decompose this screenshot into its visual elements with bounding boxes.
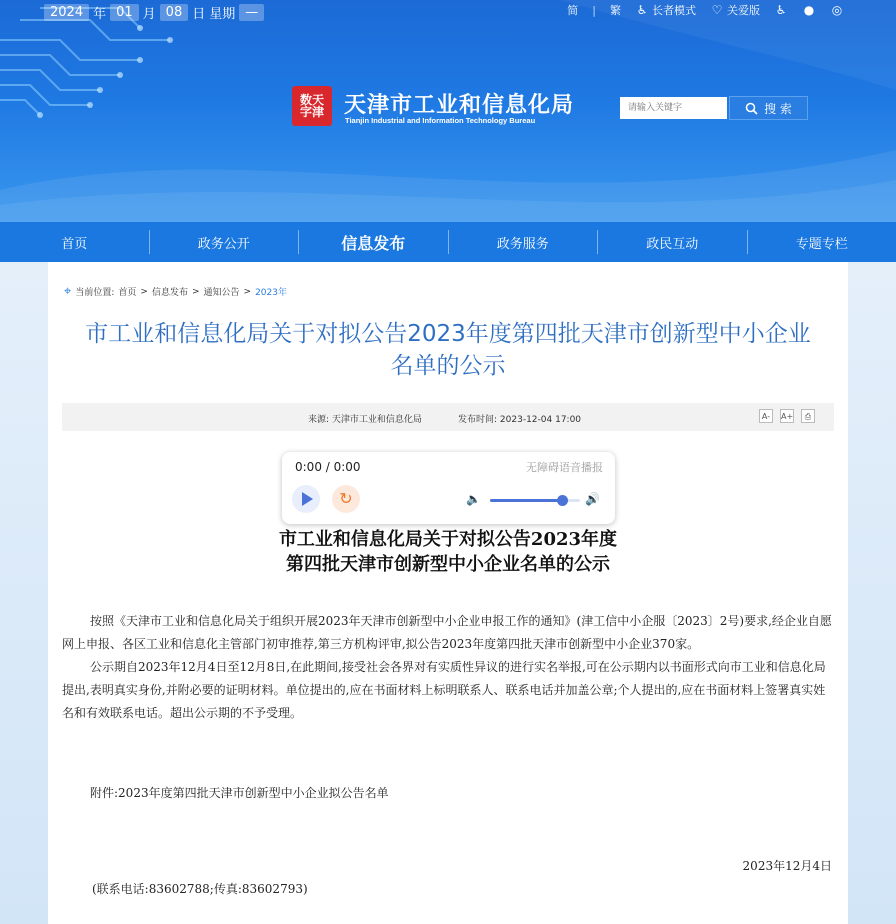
contact-info: (联系电话:83602788;传真:83602793) xyxy=(92,882,308,896)
play-icon[interactable] xyxy=(292,485,320,513)
weibo-link[interactable] xyxy=(830,3,844,17)
breadcrumb-home[interactable]: 首页 xyxy=(118,288,137,298)
document-body xyxy=(62,610,836,725)
volume-low-icon[interactable]: 🔈 xyxy=(466,492,481,506)
care-icon: ♡ xyxy=(711,3,723,17)
nav-item-government-affairs[interactable]: 政务公开 xyxy=(197,236,250,252)
top-utility-nav xyxy=(567,0,844,20)
breadcrumb-separator: > xyxy=(140,286,148,297)
body-paragraph: 公示期自2023年12月4日至12月8日,在此期间,接受社会各界对有实质性异议的进行实名举报,可在公示期内以书面形式向市工业和信息化局提出,表明真实身份,并附必要的证明材料。单位提出的,应在书面材料上标明联系人、联系电话并加盖公章;个人提出的,应在书面材料上签署真实姓名和有效联系电话。超出公示期的不予受理。 xyxy=(62,660,826,720)
simplified-chinese-link[interactable]: 简 xyxy=(567,4,579,17)
wechat-link[interactable] xyxy=(802,3,816,17)
volume-slider[interactable] xyxy=(490,499,580,502)
elder-mode-link[interactable] xyxy=(635,2,696,18)
document-title-line1: 市工业和信息化局关于对拟公告2023年度 xyxy=(278,529,618,550)
date-day: 08 xyxy=(160,4,189,21)
date-weekday: — xyxy=(239,4,264,21)
attachment-link[interactable]: 附件:2023年度第四批天津市创新型中小企业拟公告名单 xyxy=(90,786,389,800)
loop-icon[interactable]: ↻ xyxy=(332,485,360,513)
breadcrumb-current[interactable]: 2023年 xyxy=(255,288,287,298)
article-source xyxy=(308,412,422,425)
date-year-unit: 年 xyxy=(93,6,107,22)
nav-item-services[interactable]: 政务服务 xyxy=(496,236,549,252)
weibo-icon: ◎ xyxy=(831,3,843,17)
date-month-unit: 月 xyxy=(142,6,156,22)
search-button-label: 搜 索 xyxy=(764,101,792,116)
search-icon xyxy=(745,102,758,115)
nav-item-special-topics[interactable]: 专题专栏 xyxy=(795,236,848,252)
wechat-icon: ● xyxy=(803,3,815,17)
date-weekday-label: 星期 xyxy=(209,6,236,22)
body-paragraph: 按照《天津市工业和信息化局关于组织开展2023年天津市创新型中小企业申报工作的通知》(津工信中小企服〔2023〕2号)要求,经企业自愿网上申报、各区工业和信息化主管部门初审推荐,第三方机构评审,拟公告2023年度第四批天津市创新型中小企业370家。 xyxy=(62,614,832,651)
source-value: 天津市工业和信息化局 xyxy=(331,415,422,425)
volume-fill xyxy=(490,499,562,502)
pubtime-label: 发布时间: xyxy=(458,415,498,425)
date-day-unit: 日 xyxy=(192,6,206,22)
date-year: 2024 xyxy=(44,4,89,21)
volume-high-icon[interactable]: 🔊 xyxy=(585,492,600,506)
search-button[interactable] xyxy=(729,96,808,120)
site-title[interactable]: 天津市工业和信息化局 xyxy=(344,93,575,118)
volume-knob[interactable] xyxy=(557,495,568,506)
breadcrumb-separator: > xyxy=(243,286,252,297)
document-title-line2: 第四批天津市创新型中小企业名单的公示 xyxy=(286,554,610,575)
nav-item-interaction[interactable]: 政民互动 xyxy=(646,236,699,252)
topnav-divider: | xyxy=(592,3,596,17)
pubtime-value: 2023-12-04 17:00 xyxy=(499,415,582,425)
article-meta-bar xyxy=(62,403,834,431)
print-button[interactable] xyxy=(801,409,815,423)
logo-text: 数天字津 xyxy=(299,93,324,119)
nav-item-home[interactable]: 首页 xyxy=(61,236,88,252)
search-input[interactable] xyxy=(620,97,727,119)
site-header xyxy=(0,0,896,222)
font-larger-button[interactable]: A+ xyxy=(780,409,794,423)
accessibility-link[interactable] xyxy=(774,3,788,17)
site-subtitle: Tianjin Industrial and Information Technology Bureau xyxy=(345,116,536,125)
date-month: 01 xyxy=(110,4,139,21)
source-label: 来源: xyxy=(308,415,330,425)
document-date: 2023年12月4日 xyxy=(742,859,832,873)
elder-icon: ♿ xyxy=(636,3,648,17)
audio-player xyxy=(282,452,615,524)
wheelchair-icon: ♿ xyxy=(775,3,787,17)
care-version-link[interactable] xyxy=(710,2,760,18)
font-smaller-button[interactable]: A- xyxy=(759,409,773,423)
article-pubtime xyxy=(458,412,581,425)
player-time: 0:00 / 0:00 xyxy=(295,460,361,474)
page-background-left xyxy=(0,262,48,924)
care-version-label: 关爱版 xyxy=(727,4,760,17)
elder-mode-label: 长者模式 xyxy=(652,4,696,17)
date-bar xyxy=(44,2,264,22)
breadcrumb-news-release[interactable]: 信息发布 xyxy=(151,288,188,298)
breadcrumb-separator: > xyxy=(191,286,200,297)
document-title xyxy=(200,527,696,577)
traditional-chinese-link[interactable]: 繁 xyxy=(610,4,621,17)
location-pin-icon: ⌖ xyxy=(64,284,72,299)
site-logo[interactable] xyxy=(292,86,332,126)
print-icon: ⎙ xyxy=(804,412,812,421)
page-background-right xyxy=(848,262,896,924)
main-nav xyxy=(0,222,896,262)
player-label: 无障碍语音播报 xyxy=(526,461,603,474)
breadcrumb xyxy=(64,284,287,299)
article-title: 市工业和信息化局关于对拟公告2023年度第四批天津市创新型中小企业名单的公示 xyxy=(85,321,811,379)
nav-item-news-release[interactable]: 信息发布 xyxy=(341,233,406,253)
breadcrumb-prefix: 当前位置: xyxy=(75,288,115,298)
breadcrumb-notices[interactable]: 通知公告 xyxy=(203,288,240,298)
